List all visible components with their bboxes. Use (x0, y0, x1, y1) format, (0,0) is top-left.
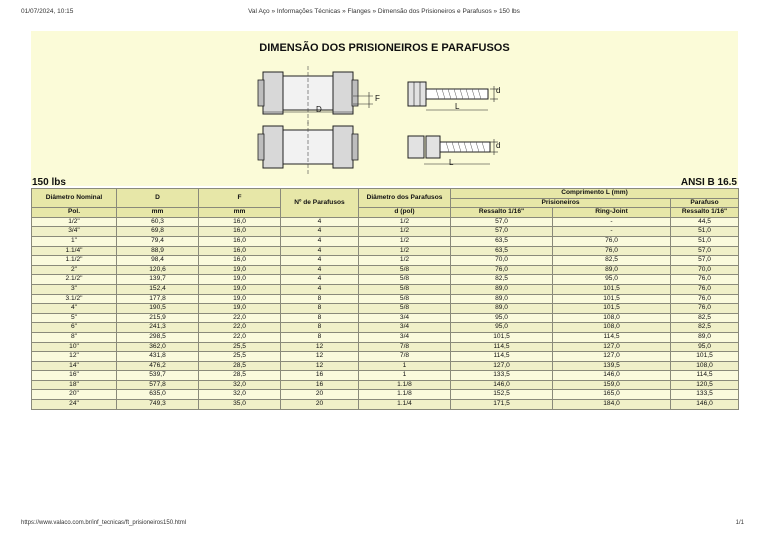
cell-F: 25,5 (199, 352, 281, 362)
cell-D: 69,8 (117, 227, 199, 237)
cell-D: 190,5 (117, 304, 199, 314)
cell-nominal-diameter: 5" (32, 313, 117, 323)
cell-F: 32,0 (199, 380, 281, 390)
table-row (32, 304, 739, 314)
table-row (32, 332, 739, 342)
subheader-nominal-unit: Pol. (32, 208, 117, 218)
cell-stud-raised-face: 57,0 (451, 227, 553, 237)
cell-screw-raised-face: 76,0 (671, 284, 739, 294)
cell-F: 19,0 (199, 275, 281, 285)
cell-stud-ring-joint: 108,0 (553, 313, 671, 323)
cell-stud-ring-joint: 89,0 (553, 265, 671, 275)
cell-stud-ring-joint: 146,0 (553, 371, 671, 381)
flange-drawing-bottom (255, 122, 390, 177)
cell-number-of-bolts: 4 (281, 227, 359, 237)
cell-D: 476,2 (117, 361, 199, 371)
cell-stud-raised-face: 127,0 (451, 361, 553, 371)
cell-nominal-diameter: 14" (32, 361, 117, 371)
header-D: D (117, 189, 199, 208)
cell-stud-ring-joint: 95,0 (553, 275, 671, 285)
cell-number-of-bolts: 4 (281, 256, 359, 266)
cell-D: 79,4 (117, 236, 199, 246)
cell-screw-raised-face: 146,0 (671, 400, 739, 410)
header-nominal-diameter: Diâmetro Nominal (32, 189, 117, 208)
cell-stud-ring-joint: - (553, 227, 671, 237)
cell-stud-ring-joint: 165,0 (553, 390, 671, 400)
table-row (32, 371, 739, 381)
cell-D: 88,9 (117, 246, 199, 256)
cell-nominal-diameter: 24" (32, 400, 117, 410)
cell-stud-raised-face: 89,0 (451, 284, 553, 294)
flange-drawing-top (255, 66, 390, 126)
cell-F: 19,0 (199, 265, 281, 275)
cell-screw-raised-face: 89,0 (671, 332, 739, 342)
cell-F: 19,0 (199, 294, 281, 304)
cell-nominal-diameter: 1/2" (32, 217, 117, 227)
cell-D: 98,4 (117, 256, 199, 266)
cell-bolt-diameter: 1/2 (359, 227, 451, 237)
cell-nominal-diameter: 4" (32, 304, 117, 314)
cell-stud-raised-face: 152,5 (451, 390, 553, 400)
label-d-screw: d (496, 141, 501, 150)
cell-stud-ring-joint: 101,5 (553, 284, 671, 294)
table-body (32, 217, 739, 409)
subheader-D-unit: mm (117, 208, 199, 218)
cell-bolt-diameter: 1.1/8 (359, 380, 451, 390)
cell-D: 241,3 (117, 323, 199, 333)
cell-nominal-diameter: 8" (32, 332, 117, 342)
cell-stud-raised-face: 101,5 (451, 332, 553, 342)
label-D: D (316, 105, 322, 114)
print-date: 01/07/2024, 10:15 (21, 8, 74, 15)
cell-F: 22,0 (199, 323, 281, 333)
cell-screw-raised-face: 95,0 (671, 342, 739, 352)
table-row (32, 361, 739, 371)
cell-D: 120,6 (117, 265, 199, 275)
cell-stud-ring-joint: 127,0 (553, 352, 671, 362)
cell-F: 35,0 (199, 400, 281, 410)
cell-stud-ring-joint: 76,0 (553, 236, 671, 246)
cell-F: 28,5 (199, 361, 281, 371)
cell-nominal-diameter: 20" (32, 390, 117, 400)
cell-nominal-diameter: 1.1/2" (32, 256, 117, 266)
cell-nominal-diameter: 18" (32, 380, 117, 390)
document-title: DIMENSÃO DOS PRISIONEIROS E PARAFUSOS (259, 42, 510, 54)
cell-screw-raised-face: 76,0 (671, 275, 739, 285)
cell-stud-raised-face: 82,5 (451, 275, 553, 285)
cell-screw-raised-face: 57,0 (671, 256, 739, 266)
cell-number-of-bolts: 4 (281, 217, 359, 227)
table-row (32, 323, 739, 333)
cell-bolt-diameter: 7/8 (359, 342, 451, 352)
cell-number-of-bolts: 8 (281, 332, 359, 342)
cell-number-of-bolts: 8 (281, 294, 359, 304)
cell-number-of-bolts: 16 (281, 380, 359, 390)
subheader-screw-raised-face: Ressalto 1/16" (671, 208, 739, 218)
cell-number-of-bolts: 12 (281, 361, 359, 371)
cell-bolt-diameter: 3/4 (359, 332, 451, 342)
cell-screw-raised-face: 76,0 (671, 294, 739, 304)
cell-F: 16,0 (199, 227, 281, 237)
print-page-title: Val Aço » Informações Técnicas » Flanges » Dimensão dos Prisioneiros e Parafusos » 150 lbs (248, 8, 520, 15)
cell-bolt-diameter: 1 (359, 361, 451, 371)
cell-screw-raised-face: 108,0 (671, 361, 739, 371)
table-row (32, 227, 739, 237)
cell-nominal-diameter: 1.1/4" (32, 246, 117, 256)
cell-screw-raised-face: 101,5 (671, 352, 739, 362)
cell-stud-raised-face: 63,5 (451, 236, 553, 246)
cell-D: 431,8 (117, 352, 199, 362)
cell-F: 19,0 (199, 304, 281, 314)
header-number-of-bolts: Nº de Parafusos (281, 189, 359, 218)
cell-number-of-bolts: 20 (281, 390, 359, 400)
cell-screw-raised-face: 44,5 (671, 217, 739, 227)
flange-right (333, 72, 358, 114)
cell-stud-raised-face: 89,0 (451, 304, 553, 314)
header-length: Comprimento L (mm) (451, 189, 739, 199)
table-row (32, 390, 739, 400)
header-studs: Prisioneiros (451, 198, 671, 208)
cell-number-of-bolts: 16 (281, 371, 359, 381)
cell-number-of-bolts: 20 (281, 400, 359, 410)
cell-bolt-diameter: 1/2 (359, 236, 451, 246)
cell-D: 152,4 (117, 284, 199, 294)
table-row (32, 294, 739, 304)
cell-bolt-diameter: 5/8 (359, 275, 451, 285)
print-page-number: 1/1 (735, 520, 744, 526)
cell-number-of-bolts: 4 (281, 246, 359, 256)
cell-F: 16,0 (199, 246, 281, 256)
cell-stud-raised-face: 133,5 (451, 371, 553, 381)
cell-bolt-diameter: 5/8 (359, 284, 451, 294)
cell-F: 28,5 (199, 371, 281, 381)
cell-bolt-diameter: 1.1/4 (359, 400, 451, 410)
cell-bolt-diameter: 5/8 (359, 265, 451, 275)
cell-D: 139,7 (117, 275, 199, 285)
table-row (32, 265, 739, 275)
cell-nominal-diameter: 10" (32, 342, 117, 352)
cell-screw-raised-face: 70,0 (671, 265, 739, 275)
cell-number-of-bolts: 4 (281, 275, 359, 285)
cell-screw-raised-face: 76,0 (671, 304, 739, 314)
cell-F: 25,5 (199, 342, 281, 352)
cell-bolt-diameter: 1/2 (359, 246, 451, 256)
cell-nominal-diameter: 3/4" (32, 227, 117, 237)
header-F: F (199, 189, 281, 208)
print-url: https://www.valaco.com.br/inf_tecnicas/ft_prisioneiros150.html (21, 520, 187, 526)
pressure-class-label: 150 lbs (32, 177, 66, 188)
cell-F: 16,0 (199, 236, 281, 246)
cell-stud-raised-face: 114,5 (451, 352, 553, 362)
cell-bolt-diameter: 3/4 (359, 323, 451, 333)
cell-stud-raised-face: 114,5 (451, 342, 553, 352)
cell-stud-raised-face: 95,0 (451, 313, 553, 323)
standard-label: ANSI B 16.5 (680, 177, 737, 188)
cell-stud-raised-face: 171,5 (451, 400, 553, 410)
cell-bolt-diameter: 5/8 (359, 304, 451, 314)
cell-D: 635,0 (117, 390, 199, 400)
table-row (32, 380, 739, 390)
cell-number-of-bolts: 8 (281, 323, 359, 333)
table-row (32, 352, 739, 362)
cell-F: 16,0 (199, 256, 281, 266)
cell-nominal-diameter: 2" (32, 265, 117, 275)
table-row (32, 342, 739, 352)
cell-stud-raised-face: 70,0 (451, 256, 553, 266)
table-row (32, 256, 739, 266)
cell-stud-ring-joint: 184,0 (553, 400, 671, 410)
cell-screw-raised-face: 51,0 (671, 236, 739, 246)
subheader-bolt-diameter-unit: d (pol) (359, 208, 451, 218)
cell-D: 177,8 (117, 294, 199, 304)
table-row (32, 400, 739, 410)
cell-stud-ring-joint: 127,0 (553, 342, 671, 352)
cell-F: 19,0 (199, 284, 281, 294)
cell-nominal-diameter: 2.1/2" (32, 275, 117, 285)
label-F: F (375, 94, 380, 103)
table-row (32, 246, 739, 256)
cell-stud-ring-joint: 108,0 (553, 323, 671, 333)
label-L-stud: L (455, 102, 460, 111)
cell-stud-ring-joint: 159,0 (553, 380, 671, 390)
cell-nominal-diameter: 12" (32, 352, 117, 362)
cell-D: 298,5 (117, 332, 199, 342)
flange-left (258, 72, 283, 114)
cell-number-of-bolts: 4 (281, 236, 359, 246)
cell-F: 16,0 (199, 217, 281, 227)
cell-D: 362,0 (117, 342, 199, 352)
subheader-stud-raised-face: Ressalto 1/16" (451, 208, 553, 218)
table-row (32, 313, 739, 323)
cell-screw-raised-face: 120,5 (671, 380, 739, 390)
table-row (32, 236, 739, 246)
cell-stud-ring-joint: 101,5 (553, 304, 671, 314)
cell-stud-ring-joint: - (553, 217, 671, 227)
cell-stud-raised-face: 76,0 (451, 265, 553, 275)
cell-bolt-diameter: 1/2 (359, 217, 451, 227)
label-L-screw: L (449, 158, 454, 167)
cell-stud-ring-joint: 139,5 (553, 361, 671, 371)
header-bolt-diameter: Diâmetro dos Parafusos (359, 189, 451, 208)
cell-screw-raised-face: 82,5 (671, 313, 739, 323)
cell-F: 22,0 (199, 313, 281, 323)
cell-screw-raised-face: 57,0 (671, 246, 739, 256)
screw-bolt-drawing (406, 134, 506, 170)
cell-screw-raised-face: 114,5 (671, 371, 739, 381)
cell-number-of-bolts: 12 (281, 352, 359, 362)
subheader-F-unit: mm (199, 208, 281, 218)
cell-D: 577,8 (117, 380, 199, 390)
cell-nominal-diameter: 3.1/2" (32, 294, 117, 304)
cell-stud-ring-joint: 82,5 (553, 256, 671, 266)
cell-bolt-diameter: 3/4 (359, 313, 451, 323)
cell-nominal-diameter: 1" (32, 236, 117, 246)
cell-bolt-diameter: 5/8 (359, 294, 451, 304)
cell-screw-raised-face: 82,5 (671, 323, 739, 333)
cell-number-of-bolts: 4 (281, 265, 359, 275)
label-d-stud: d (496, 86, 501, 95)
cell-stud-raised-face: 63,5 (451, 246, 553, 256)
cell-stud-raised-face: 95,0 (451, 323, 553, 333)
cell-stud-ring-joint: 114,5 (553, 332, 671, 342)
cell-stud-raised-face: 89,0 (451, 294, 553, 304)
table-row (32, 275, 739, 285)
cell-D: 60,3 (117, 217, 199, 227)
cell-F: 22,0 (199, 332, 281, 342)
subheader-stud-ring-joint: Ring-Joint (553, 208, 671, 218)
cell-bolt-diameter: 7/8 (359, 352, 451, 362)
cell-bolt-diameter: 1 (359, 371, 451, 381)
cell-nominal-diameter: 16" (32, 371, 117, 381)
cell-number-of-bolts: 4 (281, 284, 359, 294)
cell-D: 749,3 (117, 400, 199, 410)
cell-stud-ring-joint: 76,0 (553, 246, 671, 256)
cell-D: 539,7 (117, 371, 199, 381)
table-row (32, 217, 739, 227)
cell-D: 215,9 (117, 313, 199, 323)
cell-nominal-diameter: 6" (32, 323, 117, 333)
header-screws: Parafuso (671, 198, 739, 208)
cell-stud-ring-joint: 101,5 (553, 294, 671, 304)
cell-nominal-diameter: 3" (32, 284, 117, 294)
cell-stud-raised-face: 146,0 (451, 380, 553, 390)
cell-F: 32,0 (199, 390, 281, 400)
cell-screw-raised-face: 133,5 (671, 390, 739, 400)
cell-number-of-bolts: 12 (281, 342, 359, 352)
cell-number-of-bolts: 8 (281, 313, 359, 323)
cell-screw-raised-face: 51,0 (671, 227, 739, 237)
cell-number-of-bolts: 8 (281, 304, 359, 314)
bolt-dimension-table (31, 188, 739, 410)
table-row (32, 284, 739, 294)
cell-bolt-diameter: 1/2 (359, 256, 451, 266)
cell-stud-raised-face: 57,0 (451, 217, 553, 227)
cell-bolt-diameter: 1.1/8 (359, 390, 451, 400)
